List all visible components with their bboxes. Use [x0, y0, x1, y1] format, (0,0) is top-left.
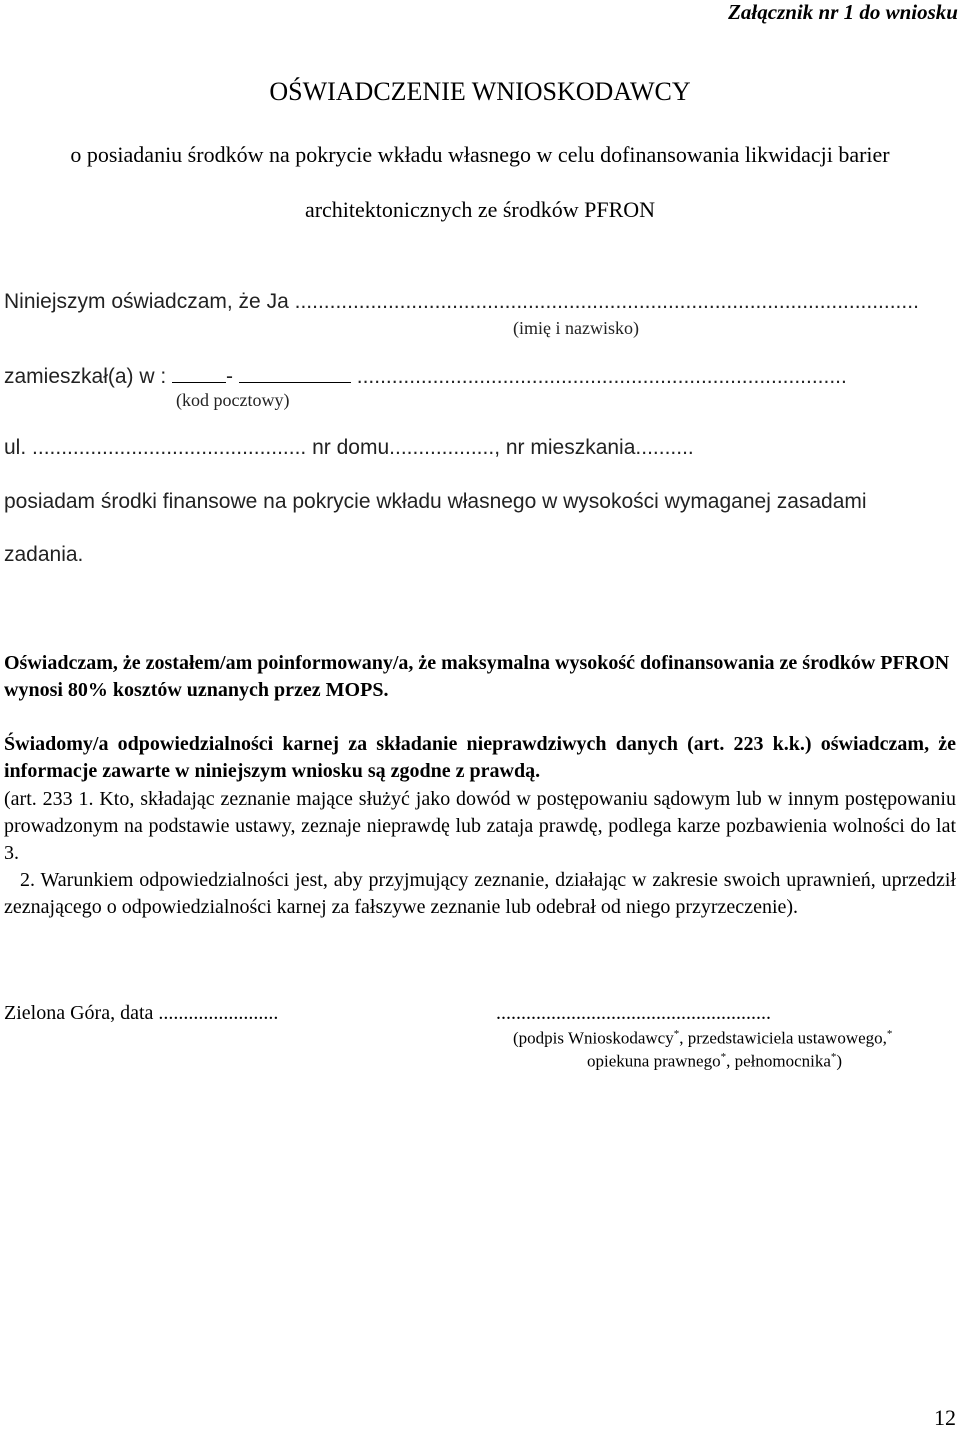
caption-applicant: (podpis Wnioskodawcy	[513, 1028, 674, 1048]
funds-statement-line-2: zadania.	[4, 543, 84, 566]
residing-label: zamieszkał(a) w :	[4, 365, 167, 388]
residence-field: ....................................................................................	[356, 365, 847, 388]
caption-guardian: opiekuna prawnego	[587, 1051, 721, 1071]
declare-prefix: Niniejszym oświadczam, że Ja	[4, 290, 289, 313]
caption-close: )	[836, 1051, 843, 1071]
place-date-field: Zielona Góra, data ........................	[4, 1002, 279, 1024]
subtitle-line-2: architektonicznych ze środków PFRON	[304, 197, 656, 222]
legal-text-1: (art. 233 1. Kto, składając zeznanie mające służyć jako dowód w postępowaniu sądowym lub w innym postępowaniu prowadzonym na podstawie ustawy, zeznaje nieprawdę lub zataja prawdę, podlega karze pozbawienia wolności do lat 3.	[4, 788, 956, 864]
informed-statement: Oświadczam, że zostałem/am poinformowany/a, że maksymalna wysokość dofinansowania ze środków PFRON wynosi 80% kosztów uznanych przez MOPS.	[4, 652, 950, 701]
postal-code-part-1	[172, 366, 226, 383]
caption-proxy: , pełnomocnika	[726, 1051, 831, 1071]
name-field: ...........................................................................................................	[294, 290, 919, 313]
legal-text-2: 2. Warunkiem odpowiedzialności jest, aby przyjmujący zeznanie, działając w zakresie swoich uprawnień, uprzedził zeznającego o odpowiedzialności karnej za fałszywe zeznanie lub odebrał od niego przyrzeczenie).	[4, 869, 956, 918]
flat-field: ..........	[635, 436, 694, 459]
house-field: ..................	[389, 436, 495, 459]
address-field-row	[4, 436, 694, 460]
residence-field-row	[4, 365, 847, 389]
asterisk: *	[886, 1028, 893, 1040]
flat-label: , nr mieszkania	[494, 436, 636, 459]
page-number: 12	[934, 1405, 956, 1430]
signature-field: .......................................................	[496, 1002, 771, 1024]
asterisk: *	[830, 1051, 837, 1063]
liability-statement: Świadomy/a odpowiedzialności karnej za składanie nieprawdziwych danych (art. 223 k.k.) oświadczam, że informacje zawarte w niniejszym wniosku są zgodne z prawdą.	[4, 733, 956, 782]
postal-caption: (kod pocztowy)	[176, 390, 290, 410]
asterisk: *	[673, 1028, 680, 1040]
document-title: OŚWIADCZENIE WNIOSKODAWCY	[269, 77, 691, 106]
subtitle-line-1: o posiadaniu środków na pokrycie wkładu własnego w celu dofinansowania likwidacji barier	[70, 142, 890, 167]
street-field: ...............................................	[32, 436, 307, 459]
signature-caption-line-2	[587, 1051, 842, 1072]
postal-dash: -	[226, 365, 234, 388]
attachment-label: Załącznik nr 1 do wniosku	[728, 0, 958, 24]
funds-statement-line-1: posiadam środki finansowe na pokrycie wkładu własnego w wysokości wymaganej zasadami	[4, 490, 867, 513]
signature-caption-line-1	[513, 1028, 892, 1049]
asterisk: *	[720, 1051, 727, 1063]
name-caption: (imię i nazwisko)	[513, 318, 639, 338]
house-label: nr domu	[312, 436, 390, 459]
name-field-row	[4, 290, 919, 314]
caption-legal-rep: , przedstawiciela ustawowego,	[679, 1028, 887, 1048]
postal-code-part-2	[239, 366, 351, 383]
street-label: ul.	[4, 436, 27, 459]
